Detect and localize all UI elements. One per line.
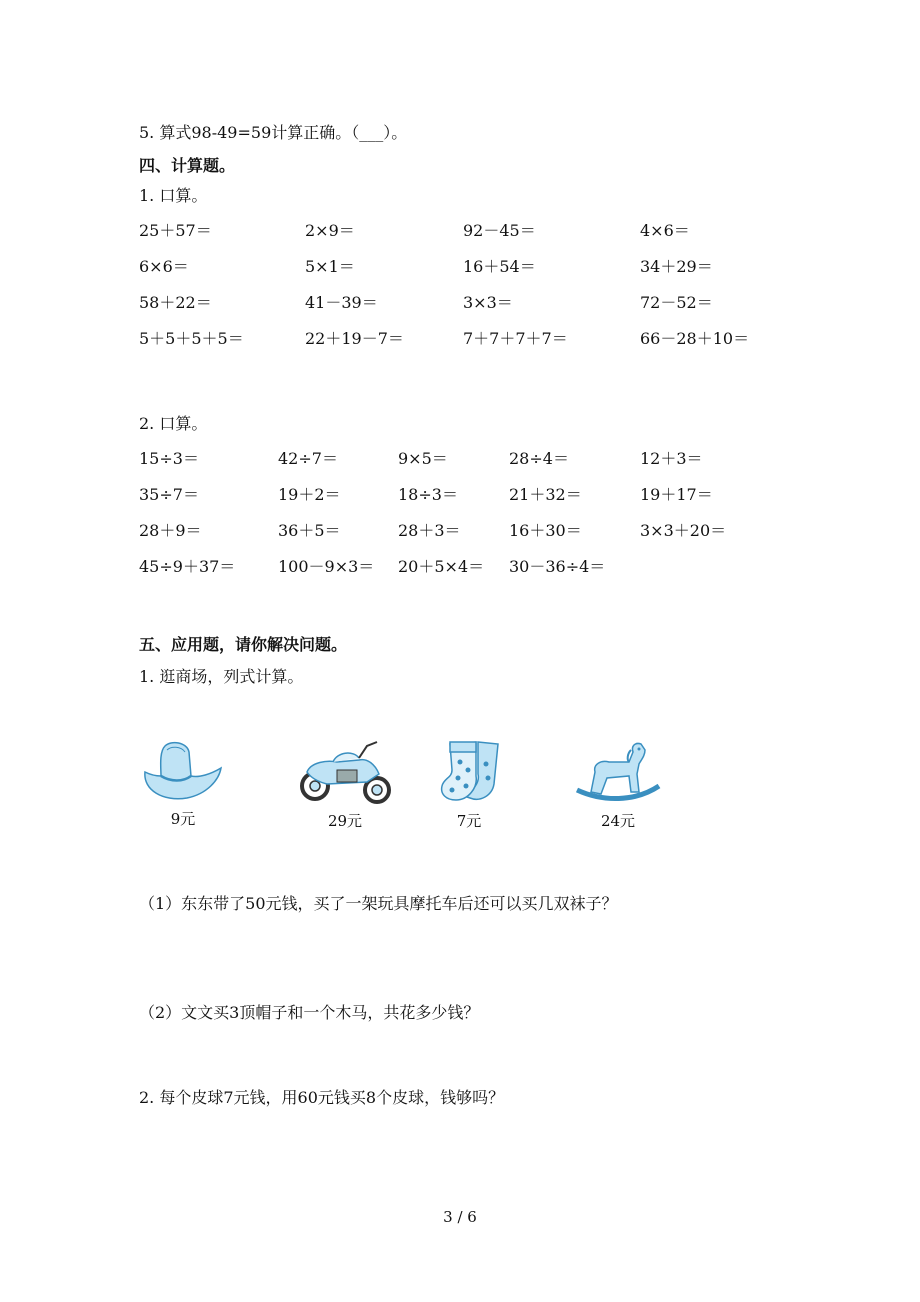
calc-item: 92－45＝ <box>463 221 536 240</box>
page-number: 3 / 6 <box>443 1208 477 1226</box>
calc-item: 100－9×3＝ <box>278 557 375 576</box>
calc-item: 36＋5＝ <box>278 521 341 540</box>
calc-item: 66－28＋10＝ <box>640 329 750 348</box>
calc-item: 9×5＝ <box>398 449 448 468</box>
calc-item: 28＋3＝ <box>398 521 461 540</box>
rocking-horse-item <box>572 738 664 831</box>
calc-item: 28＋9＝ <box>139 521 202 540</box>
calc-item: 42÷7＝ <box>278 449 338 468</box>
calc-item: 34＋29＝ <box>640 257 713 276</box>
calc-item: 41－39＝ <box>305 293 378 312</box>
motorcycle-item <box>296 738 394 831</box>
calc-item: 22＋19－7＝ <box>305 329 404 348</box>
calc-item: 18÷3＝ <box>398 485 458 504</box>
calc-item: 19＋17＝ <box>640 485 713 504</box>
sock-price: 7元 <box>456 812 482 830</box>
app-1-title: 1. 逛商场，列式计算。 <box>139 667 304 686</box>
calc-item: 3×3＝ <box>463 293 513 312</box>
calc-item: 16＋30＝ <box>509 521 582 540</box>
motorcycle-price: 29元 <box>327 812 363 830</box>
calc-1-title: 1. 口算。 <box>139 186 208 205</box>
calc-item: 21＋32＝ <box>509 485 582 504</box>
hat-icon <box>141 738 225 804</box>
sock-icon <box>436 738 502 806</box>
calc-item: 4×6＝ <box>640 221 690 240</box>
calc-item: 28÷4＝ <box>509 449 569 468</box>
motorcycle-icon <box>297 738 393 806</box>
calc-item: 15÷3＝ <box>139 449 199 468</box>
calc-2-title: 2. 口算。 <box>139 414 208 433</box>
calc-item: 12＋3＝ <box>640 449 703 468</box>
question-5: 5. 算式98-49=59计算正确。（___）。 <box>139 123 408 142</box>
section-5-title: 五、应用题，请你解决问题。 <box>139 635 348 654</box>
calc-item: 3×3＋20＝ <box>640 521 727 540</box>
calc-item: 35÷7＝ <box>139 485 199 504</box>
hat-price: 9元 <box>170 810 196 828</box>
calc-item: 58＋22＝ <box>139 293 212 312</box>
app-1-question-2: （2）文文买3顶帽子和一个木马，共花多少钱？ <box>139 1003 480 1022</box>
app-2-question: 2. 每个皮球7元钱，用60元钱买8个皮球，钱够吗？ <box>139 1088 505 1107</box>
calc-item: 5×1＝ <box>305 257 355 276</box>
calc-item: 7＋7＋7＋7＝ <box>463 329 568 348</box>
calc-item: 2×9＝ <box>305 221 355 240</box>
hat-item <box>140 738 226 829</box>
calc-item: 72－52＝ <box>640 293 713 312</box>
section-4-title: 四、计算题。 <box>139 156 236 175</box>
sock-item <box>434 738 504 831</box>
calc-item: 20＋5×4＝ <box>398 557 485 576</box>
calc-item: 6×6＝ <box>139 257 189 276</box>
calc-item: 25＋57＝ <box>139 221 212 240</box>
calc-item: 19＋2＝ <box>278 485 341 504</box>
calc-item: 5＋5＋5＋5＝ <box>139 329 244 348</box>
calc-item: 30－36÷4＝ <box>509 557 606 576</box>
calc-item: 45÷9＋37＝ <box>139 557 236 576</box>
calc-item: 16＋54＝ <box>463 257 536 276</box>
app-1-question-1: （1）东东带了50元钱，买了一架玩具摩托车后还可以买几双袜子？ <box>139 894 618 913</box>
rocking-horse-icon <box>573 738 663 806</box>
rocking-horse-price: 24元 <box>600 812 636 830</box>
